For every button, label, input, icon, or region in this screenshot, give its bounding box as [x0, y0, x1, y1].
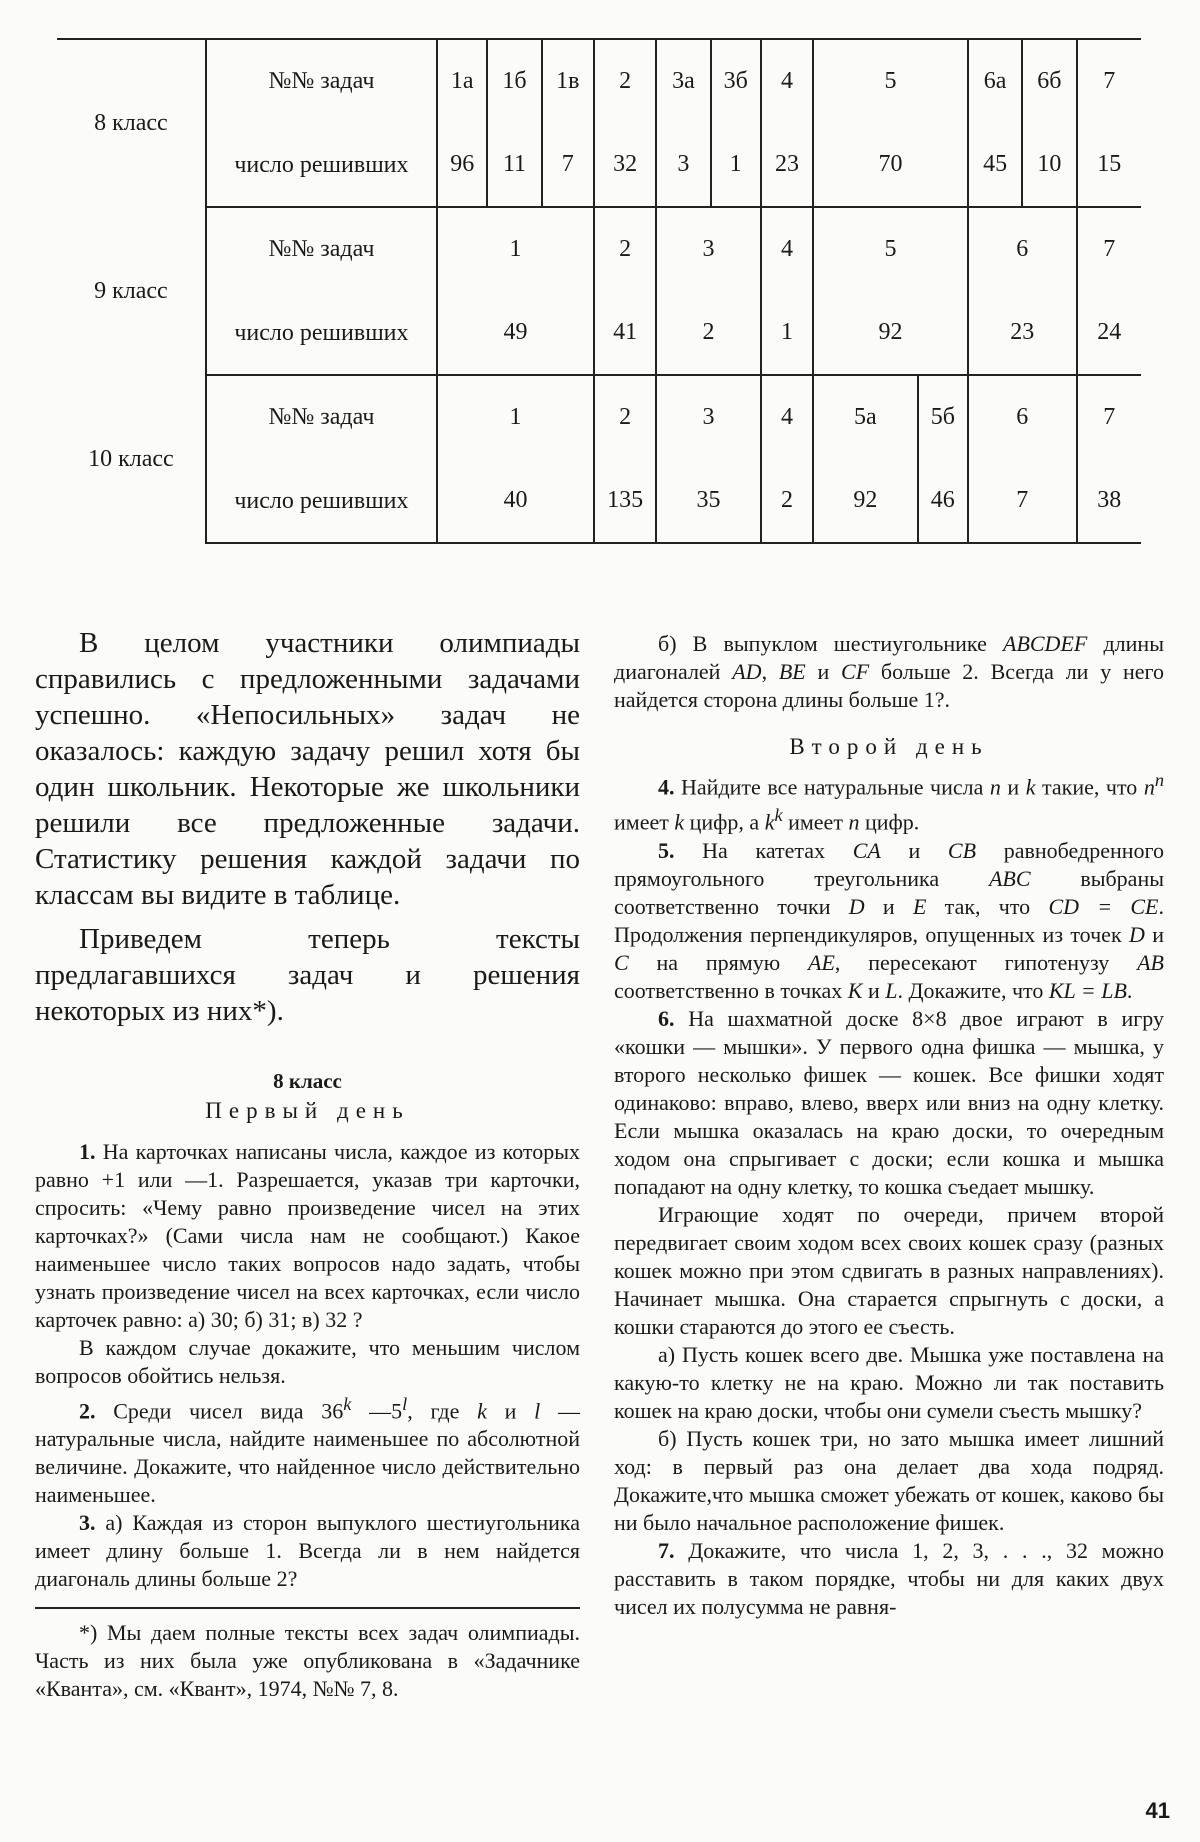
- tasks-row-label: №№ задач: [206, 207, 437, 291]
- table-cell: 1: [437, 207, 594, 291]
- table-cell: 2: [594, 207, 656, 291]
- table-cell: 32: [594, 123, 656, 207]
- math-var: l: [402, 1394, 408, 1414]
- problem-1-note: В каждом случае докажите, что меньшим числом вопросов обойтись нельзя.: [35, 1335, 580, 1388]
- table-cell: 3: [656, 375, 761, 459]
- table-cell: 2: [594, 39, 656, 123]
- problem-number: 7.: [658, 1537, 675, 1563]
- problem-text: — натуральные числа, найдите наименьшее по абсолютной величине. Докажите, что найденное число действительно наименьшее.: [35, 1398, 580, 1508]
- table-cell: 3б: [711, 39, 761, 123]
- math-var: n: [1154, 770, 1164, 790]
- math-var: CA: [852, 837, 881, 863]
- math-var: n: [848, 809, 860, 835]
- right-column: [614, 630, 1164, 1621]
- table-cell: 45: [968, 123, 1022, 207]
- table-cell: 1а: [437, 39, 487, 123]
- problem-number: 3.: [79, 1510, 96, 1536]
- table-cell: 5б: [918, 375, 968, 459]
- table-cell: 11: [487, 123, 541, 207]
- problem-number: 6.: [658, 1005, 675, 1031]
- table-cell: 5: [813, 39, 968, 123]
- problem-text: на прямую: [628, 949, 808, 975]
- problem-text: и: [864, 893, 913, 919]
- problem-text: , где: [407, 1398, 478, 1424]
- table-cell: 96: [437, 123, 487, 207]
- problem-text: . Продолжения перпендикуляров, опущенных из точек: [614, 893, 1165, 947]
- table-cell: 6а: [968, 39, 1022, 123]
- problem-text: равнобедренного прямоугольного треугольника: [614, 837, 1164, 891]
- problem-text: Среди чисел вида 36: [113, 1398, 344, 1424]
- problem-text: так, что: [926, 893, 1049, 919]
- math-var: D: [1128, 921, 1145, 947]
- math-var: CB: [947, 837, 977, 863]
- footnote-divider: [35, 1607, 580, 1609]
- problem-number: 1.: [79, 1139, 96, 1164]
- problem-text: . Докажите, что: [897, 977, 1049, 1003]
- table-cell: 10: [1022, 123, 1076, 207]
- table-row: [57, 39, 1141, 123]
- table-cell: 2: [761, 459, 813, 543]
- problem-2: [35, 1390, 580, 1509]
- class-label: 9 класс: [57, 207, 206, 375]
- problem-6-rules: Играющие ходят по очереди, причем второй передвигает своим ходом всех своих кошек сразу (разных кошек можно при этом сдвигать в разных направлениях). Начинает мышка. Она старается спрыгнуть с доски, а кошки стараются до этого ее съесть.: [614, 1201, 1164, 1339]
- math-var: ABCDEF: [1003, 631, 1088, 656]
- day-title: Первый день: [205, 1098, 410, 1123]
- table-cell: 4: [761, 375, 813, 459]
- table-cell: 7: [1077, 375, 1141, 459]
- problem-text: ,: [761, 659, 779, 684]
- problem-text: а) Каждая из сторон выпуклого шестиугольника имеет длину больше 1. Всегда ли в нем найдется диагональ длины больше 2?: [35, 1510, 581, 1592]
- table-row: [57, 123, 1141, 207]
- math-var: AE: [808, 949, 835, 975]
- table-cell: 1: [761, 291, 813, 375]
- math-var: KL = LB: [1048, 977, 1127, 1003]
- table-cell: 1: [711, 123, 761, 207]
- table-cell: 4: [761, 207, 813, 291]
- problem-text: соответственно в точках: [614, 977, 848, 1003]
- table-cell: 46: [918, 459, 968, 543]
- left-column: [35, 625, 580, 1703]
- problem-text: и: [1000, 774, 1026, 800]
- day-title: Второй день: [789, 734, 989, 759]
- table-cell: 24: [1077, 291, 1141, 375]
- intro-paragraph: В целом участники олимпиады справились с предложенными задачами успешно. «Непосильных» задач не оказалось: каждую задачу решил хотя бы один школьник. Некоторые же школьники решили все предложенные задачи. Статистику решения каждой задачи по классам вы видите в таблице.: [35, 627, 580, 911]
- table-cell: 5: [813, 207, 968, 291]
- table-cell: 7: [968, 459, 1077, 543]
- table-cell: 1в: [542, 39, 594, 123]
- math-var: AD: [732, 659, 762, 684]
- table-cell: 23: [968, 291, 1077, 375]
- problem-text: такие, что: [1035, 774, 1144, 800]
- problem-text: —5: [351, 1398, 403, 1424]
- table-cell: 1б: [487, 39, 541, 123]
- table-cell: 2: [656, 291, 761, 375]
- table-cell: 3: [656, 123, 710, 207]
- problem-text: имеет: [782, 809, 849, 835]
- problem-6: [614, 1005, 1164, 1201]
- table-cell: 70: [813, 123, 968, 207]
- problem-number: 2.: [79, 1398, 96, 1424]
- problem-7: [614, 1537, 1164, 1621]
- problem-number: 5.: [658, 837, 675, 863]
- math-var: k: [764, 809, 775, 835]
- table-cell: 35: [656, 459, 761, 543]
- table-cell: 40: [437, 459, 594, 543]
- problem-text: и: [805, 659, 842, 684]
- math-var: CD = CE: [1048, 893, 1159, 919]
- footnote: *) Мы даем полные тексты всех задач олимпиады. Часть из них была уже опубликована в «Задачнике «Кванта», см. «Квант», 1974, №№ 7, 8.: [35, 1620, 580, 1702]
- table-cell: 3а: [656, 39, 710, 123]
- problem-text: имеет: [614, 809, 675, 835]
- section-title: 8 класс: [273, 1069, 342, 1093]
- solved-row-label: число решивших: [206, 291, 437, 375]
- problem-number: 4.: [658, 774, 675, 800]
- problem-4: [614, 766, 1164, 837]
- problem-6b: б) Пусть кошек три, но зато мышка имеет лишний ход: в первый раз она делает два хода подряд. Докажите,что мышка сможет убежать от кошек, каково бы ни было начальное расположение фишек.: [614, 1425, 1164, 1535]
- math-var: ABC: [988, 865, 1031, 891]
- statistics-table: [57, 38, 1141, 544]
- solved-row-label: число решивших: [206, 123, 437, 207]
- table-cell: 3: [656, 207, 761, 291]
- math-var: k: [674, 809, 685, 835]
- class-label: 8 класс: [57, 39, 206, 207]
- problem-text: На карточках написаны числа, каждое из которых равно +1 или —1. Разрешается, указав три карточки, спросить: «Чему равно произведение чисел на этих карточках?» (Сами числа нам не сообщают.) Какое наименьшее число таких вопросов надо задать, чтобы узнать произведение чисел на всех карточках, если число карточек равно: а) 30; б) 31; в) 32 ?: [35, 1139, 581, 1332]
- problem-text: б) В выпуклом шестиугольнике: [658, 631, 1003, 656]
- math-var: k: [774, 805, 783, 826]
- tasks-row-label: №№ задач: [206, 39, 437, 123]
- intro-paragraph: Приведем теперь тексты предлагавшихся задач и решения некоторых из них*).: [35, 923, 580, 1027]
- table-cell: 6: [968, 375, 1077, 459]
- table-cell: 5а: [813, 375, 918, 459]
- table-cell: 6б: [1022, 39, 1076, 123]
- math-var: AB: [1137, 949, 1164, 975]
- table-cell: 15: [1077, 123, 1141, 207]
- problem-text: .: [1126, 977, 1133, 1003]
- math-var: k: [1025, 774, 1036, 800]
- table-cell: 7: [1077, 207, 1141, 291]
- table-cell: 23: [761, 123, 813, 207]
- table-cell: 2: [594, 375, 656, 459]
- problem-text: Найдите все натуральные числа: [681, 774, 990, 800]
- problem-3b: [614, 630, 1164, 714]
- math-var: E: [912, 893, 927, 919]
- math-var: k: [477, 1398, 487, 1424]
- table-row: [57, 375, 1141, 459]
- problem-text: больше 2. Всегда ли у него найдется сторона длины больше 1?.: [614, 659, 1164, 712]
- math-var: CF: [841, 659, 870, 684]
- math-var: L: [885, 977, 898, 1003]
- problem-6a: а) Пусть кошек всего две. Мышка уже поставлена на какую-то клетку не на краю. Можно ли так поставить кошек на краю доски, чтобы они сумели съесть мышку?: [614, 1341, 1164, 1423]
- problem-text: и: [486, 1398, 535, 1424]
- math-var: D: [848, 893, 865, 919]
- solved-row-label: число решивших: [206, 459, 437, 543]
- problem-1: [35, 1138, 580, 1334]
- table-row: [57, 291, 1141, 375]
- problem-text: На шахматной доске 8×8 двое играют в игру «кошки — мышки». У первого одна фишка — мышка, у второго несколько фишек — кошек. Все фишки ходят одинаково: вправо, влево, вверх или вниз на одну клетку. Если мышка оказалась на краю доски, то очередным ходом она спрыгивает с доски; если кошка и мышка попадают на одну клетку, то кошка съедает мышку.: [614, 1005, 1165, 1199]
- table-cell: 4: [761, 39, 813, 123]
- table-cell: 92: [813, 291, 968, 375]
- math-var: k: [343, 1394, 352, 1414]
- problem-text: цифр.: [859, 809, 920, 835]
- problem-text: Докажите, что числа 1, 2, 3, . . ., 32 можно расставить в таком порядке, чтобы ни для каких двух чисел их полусумма не равня-: [614, 1537, 1165, 1619]
- table-cell: 7: [542, 123, 594, 207]
- table-cell: 49: [437, 291, 594, 375]
- problem-text: и: [1144, 921, 1164, 947]
- table-cell: 1: [437, 375, 594, 459]
- problem-5: [614, 837, 1164, 1005]
- table-cell: 92: [813, 459, 918, 543]
- problem-3: [35, 1509, 580, 1593]
- problem-text: , пересекают гипотенузу: [834, 949, 1138, 975]
- problem-text: цифр, а: [684, 809, 765, 835]
- math-var: K: [847, 977, 863, 1003]
- math-var: n: [989, 774, 1001, 800]
- problem-text: На катетах: [702, 837, 853, 863]
- table-cell: 6: [968, 207, 1077, 291]
- problem-text: и: [880, 837, 948, 863]
- math-var: n: [1143, 774, 1155, 800]
- page-number: 41: [1145, 1798, 1170, 1823]
- class-label: 10 класс: [57, 375, 206, 543]
- table-cell: 7: [1077, 39, 1141, 123]
- math-var: C: [614, 949, 629, 975]
- math-var: BE: [778, 659, 806, 684]
- problem-text: выбраны соответственно точки: [614, 865, 1164, 919]
- table-row: [57, 207, 1141, 291]
- problem-text: длины диагоналей: [614, 631, 1164, 684]
- math-var: l: [534, 1398, 541, 1424]
- table-cell: 41: [594, 291, 656, 375]
- table-row: [57, 459, 1141, 543]
- table-cell: 135: [594, 459, 656, 543]
- table-cell: 38: [1077, 459, 1141, 543]
- tasks-row-label: №№ задач: [206, 375, 437, 459]
- problem-text: и: [862, 977, 886, 1003]
